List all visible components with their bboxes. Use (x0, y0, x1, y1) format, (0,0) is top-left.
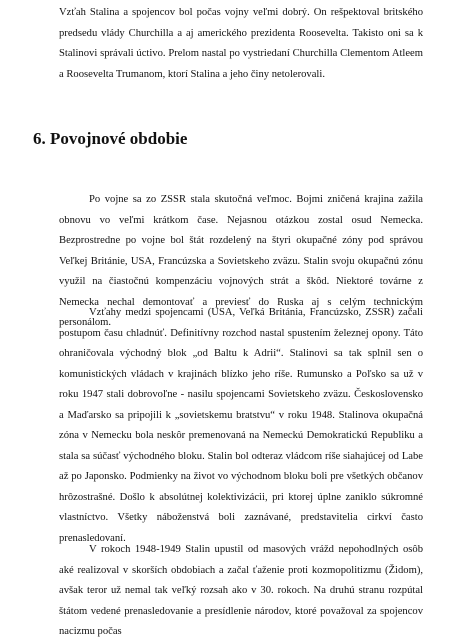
paragraph-allied-relations: Vzťahy medzi spojencami (USA, Veľká Británia, Francúzsko, ZSSR) začali postupom času chladnúť. Definitívny rozchod nastal spustením železnej opony. Táto ohraničovala východný blok „od Baltu k Adrii“. Stalinovi sa tak splnil sen o komunistických vládach v krajinách blízko jeho ríše. Rumunsko a Poľsko sa už v roku 1947 stali dobrovoľne - nasilu spojencami Sovietskeho zväzu. Československo a Maďarsko sa pripojili k „sovietskemu bratstvu“ v roku 1948. Stalinova okupačná zóna v Nemecku bola neskôr premenovaná na Nemeckú Demokratickú Republiku a stala sa súčasť východného bloku. Stalin bol odteraz vládcom ríše siahajúcej od Labe až po Japonsko. Podmienky na život vo východnom bloku boli pre všetkých občanov hrôzostrašné. Došlo k absolútnej kolektivizácii, pri ktorej úplne zaniklo súkromné vlastníctvo. Všetky náboženstvá boli zaznávané, predstavitelia cirkví často prenasledovaní. (59, 307, 423, 544)
paragraph-repressions: V rokoch 1948-1949 Stalin upustil od masových vrážd nepohodlných osôb aké realizoval v skorších obdobiach a začal ťaženie proti kozmopolitizmu (Židom), avšak teror už nemal tak veľký rozsah ako v 30. rokoch. Na druhú stranu rozpútal štátom vedené prenasledovanie a presídlenie národov, ktoré považoval za spojencov nacizmu počas (59, 544, 423, 637)
paragraph-relations-during-war: Vzťah Stalina a spojencov bol počas vojny veľmi dobrý. On rešpektoval britského predsedu vlády Churchilla a aj amerického prezidenta Roosevelta. Takisto oni sa k Stalinovi správali úctivo. Prelom nastal po vystriedaní Churchilla Clementom Atleem a Roosevelta Trumanom, ktorí Stalina a jeho činy netolerovali. (59, 7, 423, 80)
paragraph-postwar-ussr: Po vojne sa zo ZSSR stala skutočná veľmoc. Bojmi zničená krajina zažila obnovu vo veľmi krátkom čase. Nejasnou otázkou zostal osud Nemecka. Bezprostredne po vojne bol štát rozdelený na štyri okupačné zóny pod správou Veľkej Británie, USA, Francúzska a Sovietskeho zväzu. Stalin svoju okupačnú zónu využil na čiastočnú kompenzáciu vojnových strát a škôd. Niektoré továrne z Nemecka nechal demontovať a previesť do Ruska aj s celým technickým personálom. (59, 194, 423, 328)
section-heading: 6. Povojnové obdobie (33, 129, 188, 148)
